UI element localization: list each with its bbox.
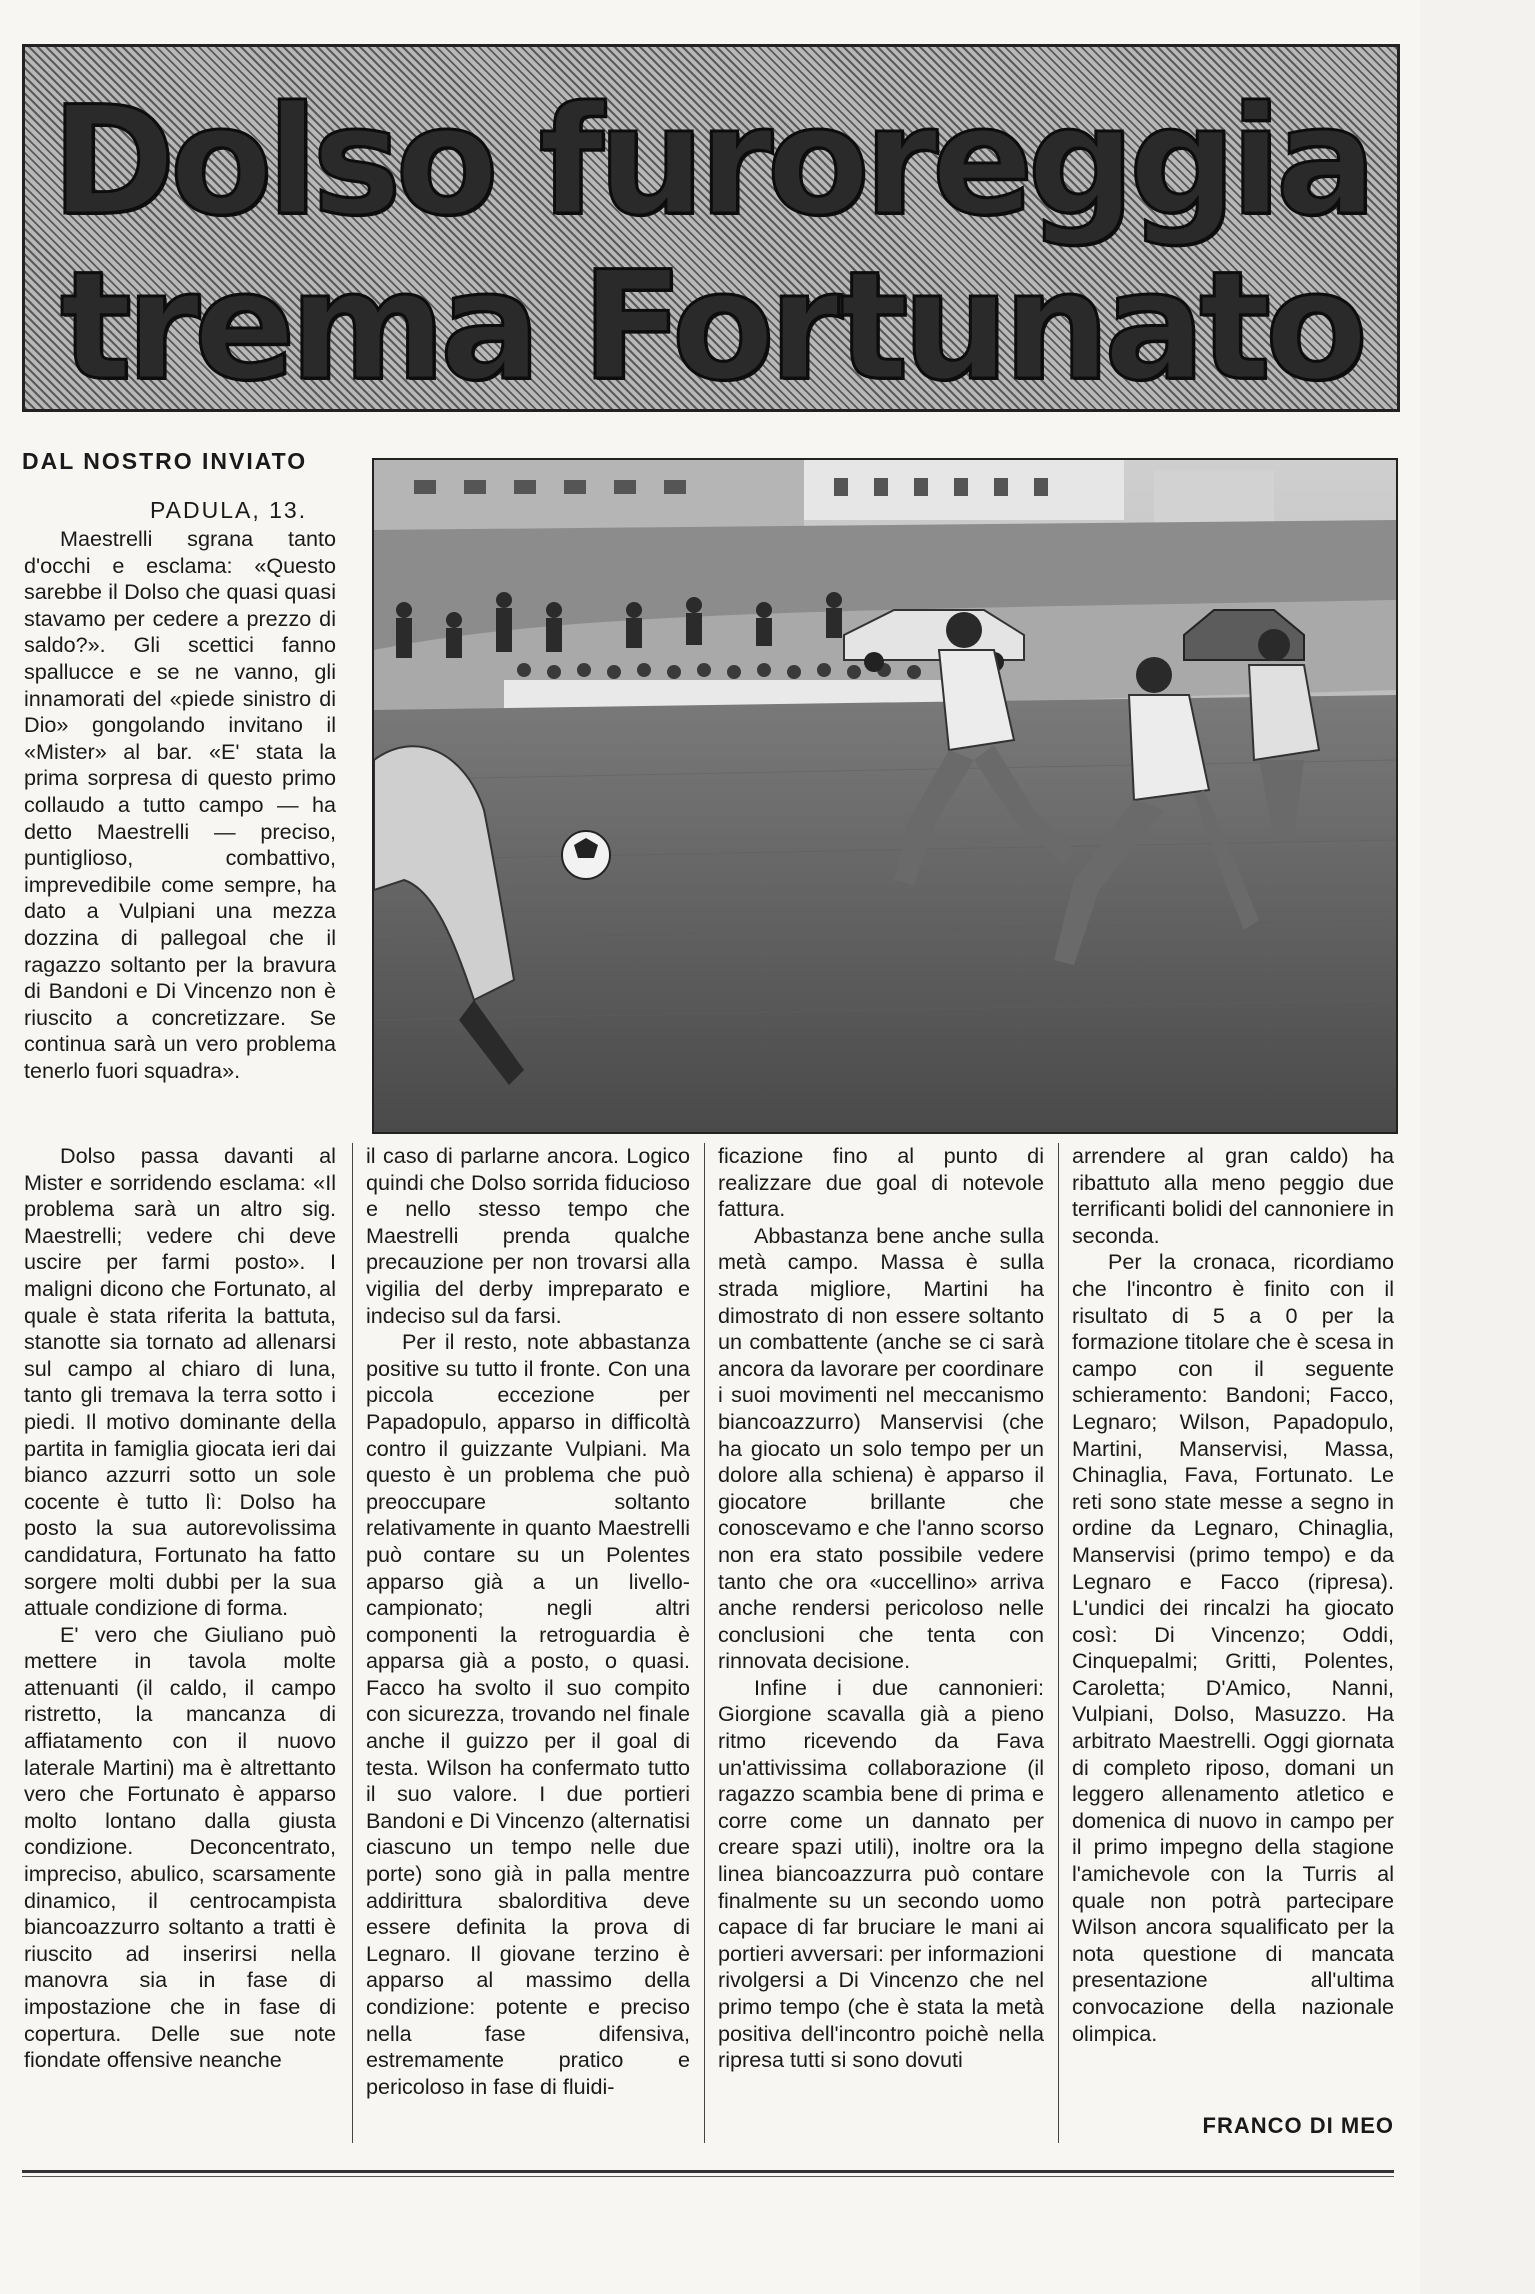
column-divider — [1058, 1143, 1059, 2143]
headline-line-2: trema Fortunato — [60, 240, 1362, 412]
paragraph: Per la cronaca, ricordiamo che l'incontro è finito con il risultato di 5 a 0 per la formazione titolare che è scesa in campo con il seguente schieramento: Bandoni; Facco, Legnaro; Wilson, Papadopulo, Martini, Manservisi, Massa, Chinaglia, Fava, Fortunato. Le reti sono state messe a segno in ordine da Legnaro, Chinaglia, Manservisi (primo tempo) e da Legnaro e Facco (ripresa). L'undici dei rincalzi ha giocato così: Di Vincenzo; Oddi, Cinquepalmi; Gritti, Polentes, Caroletta; D'Amico, Nanni, Vulpiani, Dolso, Masuzzo. Ha arbitrato Maestrelli. Oggi giornata di completo riposo, domani un leggero allenamento atletico e domenica di nuovo in campo per il primo impegno della stagione l'amichevole con la Turris al quale non potrà partecipare Wilson ancora squalificato per la nota questione di mancata presentazione all'ultima convocazione della nazionale olimpica. — [1072, 1249, 1394, 2046]
paragraph: Per il resto, note abbastanza positive su tutto il fronte. Con una piccola eccezione per Papadopulo, apparso in difficoltà contro il guizzante Vulpiani. Ma questo è un problema che può preoccupare soltanto relativamente in quanto Maestrelli può contare su un Polentes apparso già a un livello-campionato; negli altri componenti la retroguardia è apparsa già a posto, o quasi. Facco ha svolto il suo compito con sicurezza, trovando nel finale anche il guizzo per il goal di testa. Wilson ha confermato tutto il suo valore. I due portieri Bandoni e Di Vincenzo (alternatisi ciascuno un tempo nelle due porte) sono già in palla mentre addirittura sbalorditiva deve essere definita la prova di Legnaro. Il giovane terzino è apparso al massimo della condizione: potente e preciso nella fase difensiva, estremamente pratico e pericoloso in fase di fluidi- — [366, 1329, 690, 2099]
paragraph: ficazione fino al punto di realizzare due goal di notevole fattura. — [718, 1143, 1044, 1222]
paragraph: il caso di parlarne ancora. Logico quindi che Dolso sorrida fiducioso e nello stesso tempo che Maestrelli prenda qualche precauzione per non trovarsi alla vigilia del derby impreparato e indeciso sul da farsi. — [366, 1143, 690, 1328]
bottom-rule — [22, 2170, 1394, 2173]
column-divider — [704, 1143, 705, 2143]
bottom-rule-thin — [22, 2176, 1394, 2177]
headline-box — [22, 44, 1400, 412]
football-match-photo — [372, 458, 1398, 1134]
author-signature: FRANCO DI MEO — [1202, 2113, 1394, 2138]
article-column-1-top — [24, 526, 336, 1084]
photo-illustration — [374, 460, 1396, 1132]
article-column-1 — [24, 1143, 336, 2074]
paragraph: Abbastanza bene anche sulla metà campo. Massa è sulla strada migliore, Martini ha dimostrato di non essere soltanto un combattente (anche se ci sarà ancora da lavorare per coordinare i suoi movimenti nel meccanismo biancoazzurro) Manservisi (che ha giocato un solo tempo per un dolore alla schiena) è apparso il giocatore brillante che conoscevamo e che l'anno scorso non era stato possibile vedere tanto che ora «uccellino» arriva anche rendersi pericoloso nelle conclusioni che tenta con rinnovata decisione. — [718, 1222, 1044, 1674]
paragraph: Maestrelli sgrana tanto d'occhi e esclama: «Questo sarebbe il Dolso che quasi quasi stavamo per cedere a prezzo di saldo?». Gli scettici fanno spallucce e se ne vanno, gli innamorati del «piede sinistro di Dio» gongolando invitano il «Mister» al bar. «E' stata la prima sorpresa di questo primo collaudo a tutto campo — ha detto Maestrelli — preciso, puntiglioso, combattivo, imprevedibile come sempre, ha dato a Vulpiani una mezza dozzina di pallegoal che il ragazzo soltanto per la bravura di Bandoni e Di Vincenzo non è riuscito a concretizzare. Se continua sarà un vero problema tenerlo fuori squadra». — [24, 526, 336, 1083]
paragraph: arrendere al gran caldo) ha ribattuto alla meno peggio due terrificanti bolidi del cannoniere in seconda. — [1072, 1143, 1394, 1248]
paragraph: Infine i due cannonieri: Giorgione scavalla già a pieno ritmo ricevendo da Fava un'attivissima collaborazione (il ragazzo scambia bene di prima e corre come un dannato per creare spazi utili), inoltre ora la linea biancoazzurra può contare finalmente su un secondo uomo capace di far bruciare le mani ai portieri avversari: per informazioni rivolgersi a Di Vincenzo che nel primo tempo (che è stata la metà positiva dell'incontro poichè nella ripresa tutti si sono dovuti — [718, 1674, 1044, 2073]
paragraph: E' vero che Giuliano può mettere in tavola molte attenuanti (il caldo, il campo ristretto, la mancanza di affiatamento con il nuovo laterale Martini) ma è altrettanto vero che Fortunato è apparso molto lontano dalla giusta condizione. Deconcentrato, impreciso, abulico, scarsamente dinamico, il centrocampista biancoazzurro soltanto a tratti è riuscito ad inserirsi nella manovra sia in fase di impostazione che in fase di copertura. Delle sue note fiondate offensive neanche — [24, 1621, 336, 2073]
dateline: PADULA, 13. — [150, 497, 308, 523]
byline: DAL NOSTRO INVIATO — [22, 448, 308, 474]
article-column-4 — [1072, 1143, 1394, 2047]
paragraph: Dolso passa davanti al Mister e sorridendo esclama: «Il problema sarà un altro sig. Maestrelli; vedere chi deve uscire per farmi posto». I maligni dicono che Fortunato, al quale è stata riferita la battuta, stanotte sia tornato ad allenarsi sul campo al chiaro di luna, tanto gli tremava la terra sotto i piedi. Il motivo dominante della partita in famiglia giocata ieri dai bianco azzurri sotto un sole cocente è tutto lì: Dolso ha posto la sua autorevolissima candidatura, Fortunato ha fatto sorgere molti dubbi per la sua attuale condizione di forma. — [24, 1143, 336, 1621]
column-divider — [352, 1143, 353, 2143]
article-column-2 — [366, 1143, 690, 2100]
article-column-3 — [718, 1143, 1044, 2074]
headline-line-1: Dolso furoreggia — [51, 75, 1371, 249]
